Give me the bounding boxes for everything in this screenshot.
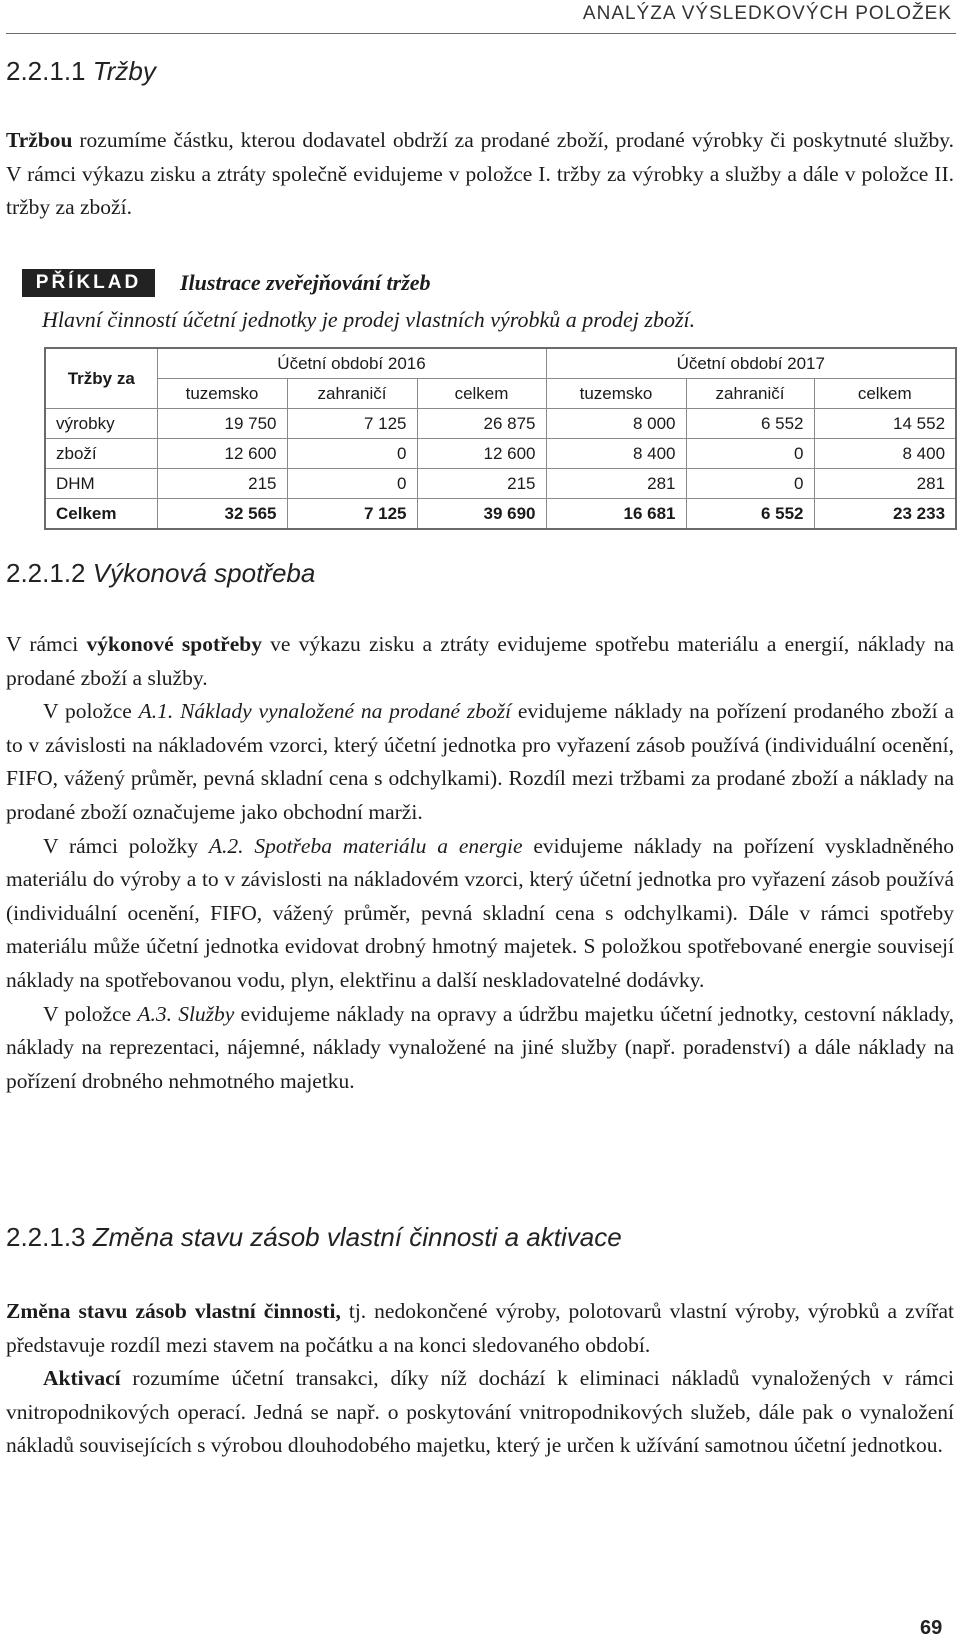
table-row — [45, 439, 956, 469]
column-header: zahraničí — [686, 379, 814, 409]
paragraph-text: rozumíme účetní transakci, díky níž dochází k eliminaci nákladů vynaložených v rámci vnitropodnikových operací. Jedná se např. o poskytování vnitropodnikových služeb, dále pak o vynaložení nákladů souvisejících s výrobou dlouhodobého majetku, který je určen k užívání samotnou účetní jednotkou. — [6, 1366, 954, 1458]
term-bold: Změna stavu zásob vlastní činnosti, — [6, 1299, 341, 1323]
table-cell: 8 400 — [814, 439, 956, 469]
row-label: DHM — [45, 469, 157, 499]
paragraph-text: tj. nedokončené výroby, polotovarů vlastní výroby, výrobků a zvířat představuje rozdíl mezi stavem na počátku a na konci sledovaného období. — [6, 1299, 954, 1357]
table-cell: 0 — [287, 439, 417, 469]
section-heading-trzby — [6, 56, 156, 87]
table-cell: 215 — [417, 469, 546, 499]
table-row — [45, 469, 956, 499]
table-cell: 8 000 — [546, 409, 686, 439]
table-header-row — [45, 348, 956, 379]
revenue-table — [44, 347, 957, 530]
item-reference: A.2. Spotřeba materiálu a energie — [208, 833, 523, 858]
table-cell: 0 — [686, 439, 814, 469]
paragraph-text: V položce — [43, 1001, 138, 1026]
table-cell: 6 552 — [686, 409, 814, 439]
example-badge: PŘÍKLAD — [22, 269, 155, 297]
table-cell: 19 750 — [157, 409, 287, 439]
item-reference: A.1. Náklady vynaložené na prodané zboží — [138, 699, 512, 724]
item-reference: A.3. Služby — [137, 1001, 235, 1026]
row-label: zboží — [45, 439, 157, 469]
table-cell: 6 552 — [686, 499, 814, 530]
table-total-row — [45, 499, 956, 530]
paragraph-text: rozumíme částku, kterou dodavatel obdrží za prodané zboží, prodané výrobky či poskytnuté služby. V rámci výkazu zisku a ztráty společně evidujeme v položce I. tržby za výrobky a služby a dále v položce II. tržby za zboží. — [6, 128, 954, 220]
table-cell: 281 — [546, 469, 686, 499]
table-subheader-row — [45, 379, 956, 409]
table-corner-header: Tržby za — [45, 348, 157, 409]
table-cell: 0 — [686, 469, 814, 499]
paragraph-trzby — [6, 124, 954, 225]
table-cell: 7 125 — [287, 409, 417, 439]
column-header: tuzemsko — [546, 379, 686, 409]
section-title: Výkonová spotřeba — [92, 558, 316, 588]
column-header: tuzemsko — [157, 379, 287, 409]
table-cell: 23 233 — [814, 499, 956, 530]
paragraph-text: V položce — [43, 699, 139, 724]
example-subtitle: Hlavní činností účetní jednotky je prodej vlastních výrobků a prodej zboží. — [42, 307, 696, 332]
section-number: 2.2.1.3 — [6, 1222, 86, 1252]
term-bold: Tržbou — [6, 128, 73, 152]
column-header: celkem — [417, 379, 546, 409]
section-heading-vykonova-spotreba — [6, 558, 315, 589]
paragraph-text: V rámci — [6, 632, 87, 656]
period-2016-header: Účetní období 2016 — [157, 348, 546, 379]
column-header: celkem — [814, 379, 956, 409]
table-cell: 12 600 — [417, 439, 546, 469]
section-number: 2.2.1.2 — [6, 558, 86, 588]
row-label: Celkem — [45, 499, 157, 530]
table-cell: 16 681 — [546, 499, 686, 530]
section-title: Změna stavu zásob vlastní činnosti a aktivace — [92, 1222, 622, 1252]
header-rule — [6, 33, 956, 34]
term-bold: výkonové spotřeby — [86, 632, 262, 656]
table-cell: 215 — [157, 469, 287, 499]
section-number: 2.2.1.1 — [6, 56, 86, 86]
term-bold: Aktivací — [43, 1366, 121, 1391]
paragraph-text: ve výkazu zisku a ztráty evidujeme spotřebu materiálu a energií, náklady na prodané zboží a služby. — [6, 632, 955, 690]
table-row — [45, 409, 956, 439]
period-2017-header: Účetní období 2017 — [546, 348, 956, 379]
section-body-vykonova-spotreba — [6, 628, 954, 1098]
table-cell: 0 — [287, 469, 417, 499]
table-cell: 12 600 — [157, 439, 287, 469]
section-heading-zmena-stavu-zasob — [6, 1222, 622, 1253]
paragraph-text: evidujeme náklady na pořízení vyskladněného materiálu do výroby a to v závislosti na nákladovém vzorci, který účetní jednotka pro vyřazení zásob používá (individuální ocenění, FIFO, vážený průměr, pevná skladní cena s odchylkami). Dále v rámci spotřeby materiálu může účetní jednotka evidovat drobný hmotný majetek. S položkou spotřebované energie souvisejí náklady na spotřebovanou vodu, plyn, elektřinu a další neskladovatelné dodávky. — [6, 833, 954, 992]
example-title: Ilustrace zveřejňování tržeb — [180, 270, 431, 295]
table-cell: 281 — [814, 469, 956, 499]
table-cell: 39 690 — [417, 499, 546, 530]
table-cell: 32 565 — [157, 499, 287, 530]
row-label: výrobky — [45, 409, 157, 439]
table-cell: 14 552 — [814, 409, 956, 439]
paragraph-text: V rámci položky — [43, 833, 209, 858]
running-header: ANALÝZA VÝSLEDKOVÝCH POLOŽEK — [582, 3, 952, 24]
table-cell: 26 875 — [417, 409, 546, 439]
table-cell: 7 125 — [287, 499, 417, 530]
section-title: Tržby — [92, 56, 156, 86]
paragraph-text: evidujeme náklady na opravy a údržbu majetku účetní jednotky, cestovní náklady, náklady na reprezentaci, nájemné, náklady vynaložené na jiné služby (např. poradenství) a dále náklady na pořízení drobného nehmotného majetku. — [6, 1001, 954, 1093]
table-cell: 8 400 — [546, 439, 686, 469]
paragraph-text: evidujeme náklady na pořízení prodaného zboží a to v závislosti na nákladovém vzorci, který účetní jednotka pro vyřazení zásob používá (individuální ocenění, FIFO, vážený průměr, pevná skladní cena s odchylkami). Rozdíl mezi tržbami za prodané zboží a náklady na prodané zboží označujeme jako obchodní marži. — [6, 699, 954, 824]
page-number: 69 — [920, 1617, 943, 1639]
column-header: zahraničí — [287, 379, 417, 409]
section-body-zmena-stavu-zasob — [6, 1295, 954, 1463]
